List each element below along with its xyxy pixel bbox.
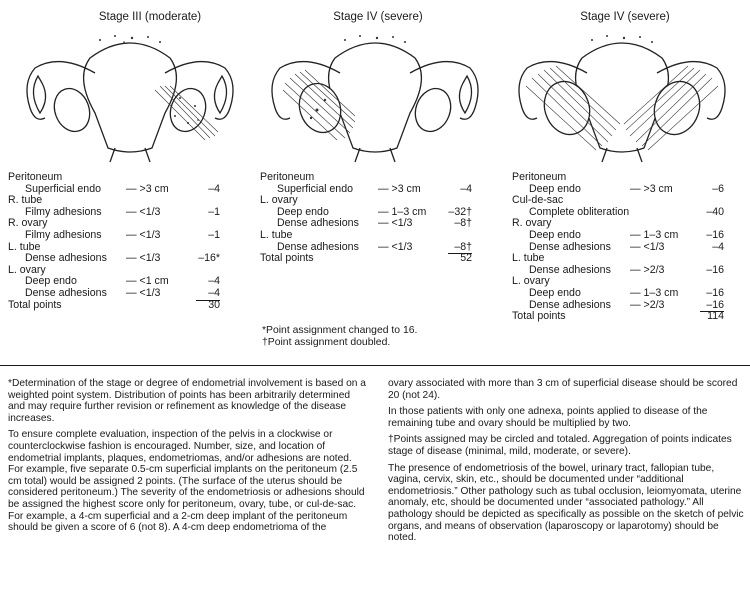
score-points: 30 xyxy=(208,298,220,311)
score-size: — <1/3 xyxy=(378,240,413,253)
score-table-stage-3 xyxy=(8,172,230,311)
score-size: — >2/3 xyxy=(630,298,665,311)
score-size: — >3 cm xyxy=(630,182,673,195)
panel-3-title: Stage IV (severe) xyxy=(580,11,670,23)
score-label: Superficial endo xyxy=(25,182,101,195)
score-points: –16 xyxy=(700,300,724,313)
note-right-paragraph: †Points assigned may be circled and totaled. Aggregation of points indicates stage of disease (minimal, mild, moderate, or severe). xyxy=(388,434,732,457)
score-label: R. ovary xyxy=(8,217,48,230)
score-points: –1 xyxy=(208,205,220,218)
score-size: — >3 cm xyxy=(126,182,169,195)
score-label: Dense adhesions xyxy=(25,252,107,265)
score-points: –16* xyxy=(198,252,220,265)
score-site-row xyxy=(512,172,734,184)
score-item-row xyxy=(8,230,230,242)
score-points: –16 xyxy=(706,228,724,241)
score-size: — <1/3 xyxy=(126,205,161,218)
score-points: –32† xyxy=(448,205,472,218)
score-label: Deep endo xyxy=(529,286,581,299)
score-site-row xyxy=(512,253,734,265)
score-points: –4 xyxy=(196,288,220,301)
score-site-row xyxy=(8,172,230,184)
note-right-paragraph: In those patients with only one adnexa, points applied to disease of the remaining tube and ovary should be multiplied by two. xyxy=(388,406,708,429)
score-size: — <1/3 xyxy=(126,252,161,265)
score-label: Peritoneum xyxy=(512,171,567,183)
score-label: Peritoneum xyxy=(260,171,315,183)
score-label: Peritoneum xyxy=(8,171,63,183)
score-points: –8† xyxy=(448,242,472,255)
score-label: Total points xyxy=(512,310,566,323)
score-label: Dense adhesions xyxy=(25,286,107,299)
panel-2-footnote-2: †Point assignment doubled. xyxy=(262,337,391,348)
score-size: — >2/3 xyxy=(630,263,665,276)
score-label: Total points xyxy=(8,298,62,311)
section-divider xyxy=(0,365,750,366)
score-label: Deep endo xyxy=(25,275,77,288)
score-label: L. tube xyxy=(512,252,545,265)
score-points: –16 xyxy=(706,263,724,276)
score-points: –8† xyxy=(454,217,472,230)
score-label: L. ovary xyxy=(8,263,46,276)
score-label: Cul-de-sac xyxy=(512,194,564,207)
score-label: Complete obliteration xyxy=(529,205,630,218)
score-size: — <1/3 xyxy=(126,228,161,241)
score-label: Total points xyxy=(260,252,314,265)
score-label: L. ovary xyxy=(512,275,550,288)
score-label: Dense adhesions xyxy=(277,217,359,230)
score-points: 52 xyxy=(460,252,472,265)
score-item-row xyxy=(512,288,734,300)
score-label: Deep endo xyxy=(277,205,329,218)
score-site-row xyxy=(260,253,482,265)
score-item-row xyxy=(8,288,230,300)
score-label: Filmy adhesions xyxy=(25,228,102,241)
score-points: –40 xyxy=(706,205,724,218)
score-label: Dense adhesions xyxy=(277,240,359,253)
score-size: — 1–3 cm xyxy=(630,286,679,299)
notes-left-column xyxy=(8,378,368,539)
score-size: — <1/3 xyxy=(378,217,413,230)
score-points: –16 xyxy=(706,286,724,299)
score-size: — 1–3 cm xyxy=(630,228,679,241)
score-points: –4 xyxy=(460,182,472,195)
score-points: –4 xyxy=(208,182,220,195)
note-right-paragraph: ovary associated with more than 3 cm of superficial disease should be scored 20 (not 24). xyxy=(388,378,738,401)
score-table-stage-4b xyxy=(512,172,734,323)
score-label: R. ovary xyxy=(512,217,552,230)
score-label: L. tube xyxy=(260,228,293,241)
score-label: Dense adhesions xyxy=(529,263,611,276)
score-points: –4 xyxy=(208,275,220,288)
panel-2-footnote-1: *Point assignment changed to 16. xyxy=(262,325,418,336)
score-label: Dense adhesions xyxy=(529,240,611,253)
notes-right-column xyxy=(388,378,744,549)
score-points: –4 xyxy=(712,240,724,253)
score-label: Deep endo xyxy=(529,228,581,241)
score-table-stage-4a xyxy=(260,172,482,265)
score-points: –1 xyxy=(208,228,220,241)
score-size: — >3 cm xyxy=(378,182,421,195)
score-size: — <1/3 xyxy=(630,240,665,253)
score-size: — <1 cm xyxy=(126,275,169,288)
score-label: L. ovary xyxy=(260,194,298,207)
score-label: Superficial endo xyxy=(277,182,353,195)
score-site-row xyxy=(260,230,482,242)
score-item-row xyxy=(260,218,482,230)
score-size: — <1/3 xyxy=(126,286,161,299)
score-site-row xyxy=(512,311,734,323)
score-label: R. tube xyxy=(8,194,43,207)
score-item-row xyxy=(512,230,734,242)
pelvic-organs-illustration-stage-4a xyxy=(265,28,485,163)
note-right-paragraph: The presence of endometriosis of the bowel, urinary tract, fallopian tube, vagina, cervix, skin, etc., should be documented under “additional endometriosis.” Other pathology such as tubal occlusion, leiomyomata, uterine anomaly, etc, should be documented under “associated pathology.” All pathology should be depicted as specifically as possible on the sketch of pelvic organs, and means of observation (laparoscopy or laparotomy) should be noted. xyxy=(388,462,744,544)
pelvic-organs-illustration-stage-4b xyxy=(512,28,732,163)
score-item-row xyxy=(8,253,230,265)
score-label: Deep endo xyxy=(529,182,581,195)
panel-1-title: Stage III (moderate) xyxy=(98,11,202,23)
note-left-paragraph: To ensure complete evaluation, inspection of the pelvis in a clockwise or counterclockwise fashion is encouraged. Number, size, and location of endometrial implants, plaques, endometriomas, and/or adhesions are noted. For example, five separate 0.5-cm superficial implants on the peritoneum (2.5 cm total) would be assigned 2 points. (The surface of the uterus should be considered peritoneum.) The severity of the endometriosis or adhesions should be assigned the highest score only for peritoneum, ovary, tube, or cul-de-sac. For example, a 4-cm superficial and a 2-cm deep implant of the peritoneum should be given a score of 6 (not 8). A 4-cm deep endometrioma of the xyxy=(8,429,365,534)
score-site-row xyxy=(260,172,482,184)
score-item-row xyxy=(512,242,734,254)
panel-2-title: Stage IV (severe) xyxy=(333,11,423,23)
note-left-paragraph: *Determination of the stage or degree of endometrial involvement is based on a weighted point system. Distribution of points has been arbitrarily determined and may require further revision or refinement as knowledge of the disease increases. xyxy=(8,378,366,424)
score-label: Filmy adhesions xyxy=(25,205,102,218)
score-site-row xyxy=(8,300,230,312)
score-points: 114 xyxy=(707,310,724,323)
score-size: — 1–3 cm xyxy=(378,205,427,218)
score-label: L. tube xyxy=(8,240,41,253)
score-points: –6 xyxy=(712,182,724,195)
pelvic-organs-illustration-stage-3 xyxy=(20,28,240,163)
score-label: Dense adhesions xyxy=(529,298,611,311)
